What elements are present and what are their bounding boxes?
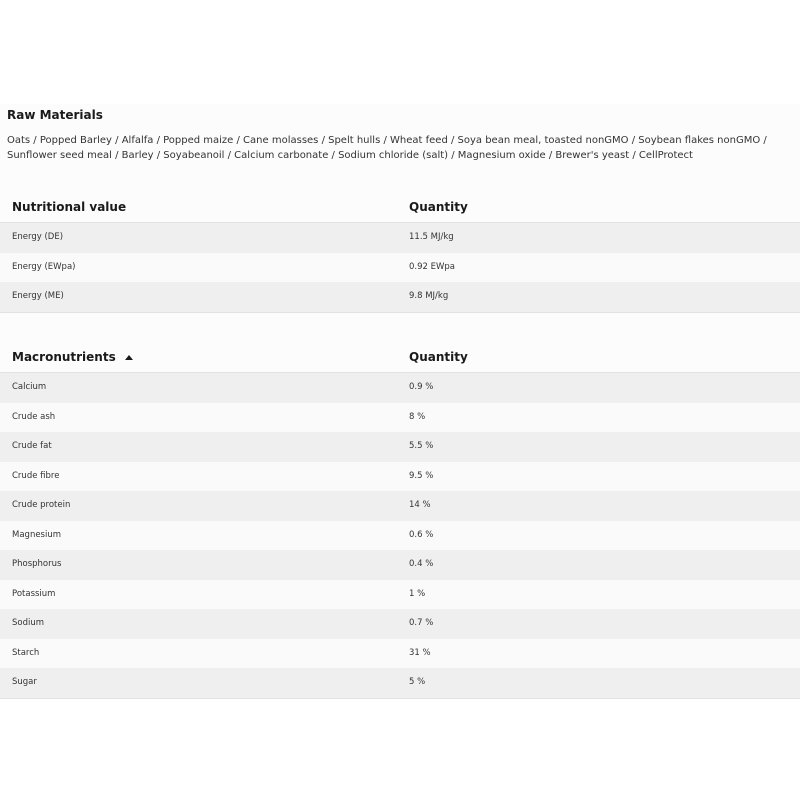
row-value: 0.9 % [409,382,434,392]
row-value: 8 % [409,411,426,422]
row-label: Crude protein [12,500,71,510]
row-value: 9.5 % [409,470,434,481]
row-label: Potassium [12,588,56,599]
quantity-header: Quantity [409,200,468,214]
table-row [0,282,800,312]
nutritional-rows [0,223,800,313]
table-row [0,432,800,462]
row-label: Starch [12,647,40,658]
macronutrients-table [0,344,800,699]
product-details-panel [0,104,800,696]
row-label: Crude fat [12,441,52,451]
raw-materials-text: Oats / Popped Barley / Alfalfa / Popped maize / Cane molasses / Spelt hulls / Wheat feed / Soya bean meal, toasted nonGMO / Soybean flakes nonGMO / Sunflower seed meal / Barley / Soyabeanoil / Calcium carbonate / Sodium chloride (salt) / Magnesium oxide / Brewer's yeast / CellProtect [7,135,767,161]
row-value: 14 % [409,500,431,510]
row-label: Crude fibre [12,470,60,481]
row-value: 0.7 % [409,618,434,628]
table-row [0,373,800,403]
row-label: Crude ash [12,411,56,422]
table-row [0,223,800,253]
table-row [0,521,800,551]
table-row [0,668,800,698]
table-row [0,609,800,639]
nutritional-table-header [0,194,800,223]
table-row [0,639,800,669]
macronutrients-table-header [0,344,800,373]
nutritional-value-header: Nutritional value [12,200,127,214]
row-value: 0.92 EWpa [409,261,456,272]
quantity-header: Quantity [409,350,468,364]
row-value: 9.8 MJ/kg [409,291,449,301]
row-value: 1 % [409,588,426,599]
macronutrients-header-label: Macronutrients [12,350,116,364]
row-value: 5.5 % [409,441,434,451]
row-label: Energy (DE) [12,232,64,242]
table-row [0,580,800,610]
row-label: Sugar [12,677,37,687]
row-value: 31 % [409,647,431,658]
row-label: Calcium [12,382,47,392]
row-label: Energy (EWpa) [12,261,76,272]
row-value: 11.5 MJ/kg [409,232,454,242]
row-value: 0.6 % [409,529,434,540]
table-row [0,403,800,433]
raw-materials-title: Raw Materials [7,108,103,122]
table-row [0,550,800,580]
row-label: Energy (ME) [12,291,64,301]
table-row [0,462,800,492]
row-value: 0.4 % [409,559,434,569]
triangle-up-icon[interactable] [125,355,133,360]
macronutrients-header[interactable] [12,350,133,364]
row-label: Sodium [12,618,45,628]
row-value: 5 % [409,677,426,687]
macronutrient-rows [0,373,800,699]
table-row [0,491,800,521]
table-row [0,253,800,283]
nutritional-value-table [0,194,800,313]
row-label: Phosphorus [12,559,62,569]
row-label: Magnesium [12,529,62,540]
